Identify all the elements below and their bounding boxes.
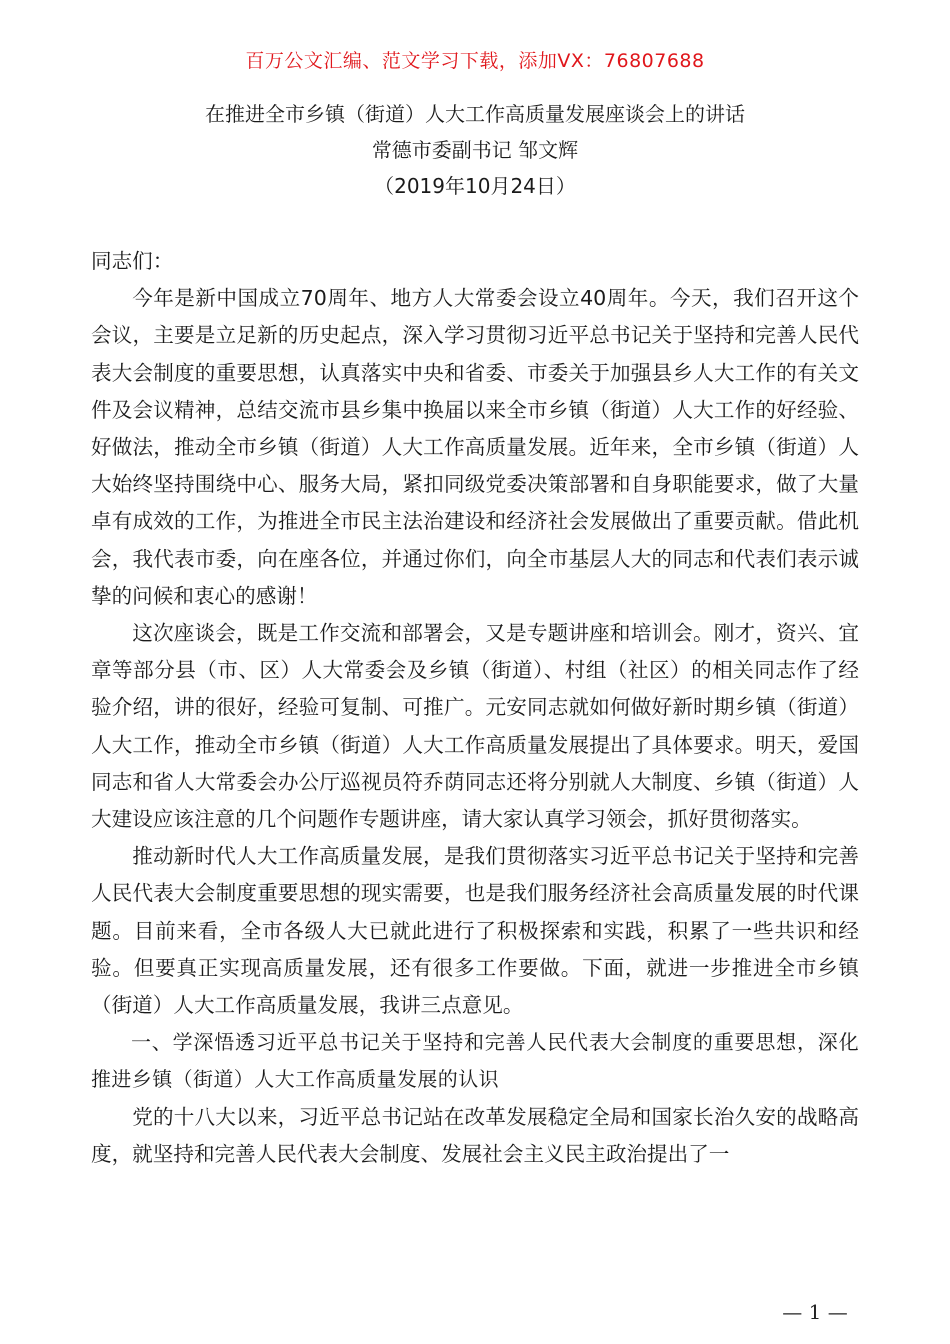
paragraph: 今年是新中国成立70周年、地方人大常委会设立40周年。今天，我们召开这个会议，主要是立足新的历史起点，深入学习贯彻习近平总书记关于坚持和完善人民代表大会制度的重要思想，认真落实中央和省委、市委关于加强县乡人大工作的有关文件及会议精神，总结交流市县乡集中换届以来全市乡镇（街道）人大工作的好经验、好做法，推动全市乡镇（街道）人大工作高质量发展。近年来，全市乡镇（街道）人大始终坚持围绕中心、服务大局，紧扣同级党委决策部署和自身职能要求，做了大量卓有成效的工作，为推进全市民主法治建设和经济社会发展做出了重要贡献。借此机会，我代表市委，向在座各位，并通过你们，向全市基层人大的同志和代表们表示诚挚的问候和衷心的感谢！	[91, 286, 859, 608]
page-number: — 1 —	[782, 1300, 848, 1324]
speaker-line: 常德市委副书记 邹文辉	[371, 138, 579, 162]
document-body	[91, 243, 859, 1173]
speech-date: （2019年10月24日）	[374, 174, 576, 198]
document-title: 在推进全市乡镇（街道）人大工作高质量发展座谈会上的讲话	[205, 102, 745, 126]
paragraph: 党的十八大以来，习近平总书记站在改革发展稳定全局和国家长治久安的战略高度，就坚持和完善人民代表大会制度、发展社会主义民主政治提出了一	[91, 1104, 859, 1166]
paragraph: 这次座谈会，既是工作交流和部署会，又是专题讲座和培训会。刚才，资兴、宜章等部分县（市、区）人大常委会及乡镇（街道）、村组（社区）的相关同志作了经验介绍，讲的很好，经验可复制、可推广。元安同志就如何做好新时期乡镇（街道）人大工作，推动全市乡镇（街道）人大工作高质量发展提出了具体要求。明天，爱国同志和省人大常委会办公厅巡视员符乔荫同志还将分别就人大制度、乡镇（街道）人大建设应该注意的几个问题作专题讲座，请大家认真学习领会，抓好贯彻落实。	[91, 621, 859, 832]
section-heading: 一、学深悟透习近平总书记关于坚持和完善人民代表大会制度的重要思想，深化推进乡镇（街道）人大工作高质量发展的认识	[91, 1030, 859, 1092]
watermark-banner: 百万公文汇编、范文学习下载，添加VX：76807688	[245, 50, 705, 72]
salutation: 同志们：	[91, 249, 174, 273]
paragraph: 推动新时代人大工作高质量发展，是我们贯彻落实习近平总书记关于坚持和完善人民代表大会制度重要思想的现实需要，也是我们服务经济社会高质量发展的时代课题。目前来看，全市各级人大已就此进行了积极探索和实践，积累了一些共识和经验。但要真正实现高质量发展，还有很多工作要做。下面，就进一步推进全市乡镇（街道）人大工作高质量发展，我讲三点意见。	[91, 844, 859, 1018]
